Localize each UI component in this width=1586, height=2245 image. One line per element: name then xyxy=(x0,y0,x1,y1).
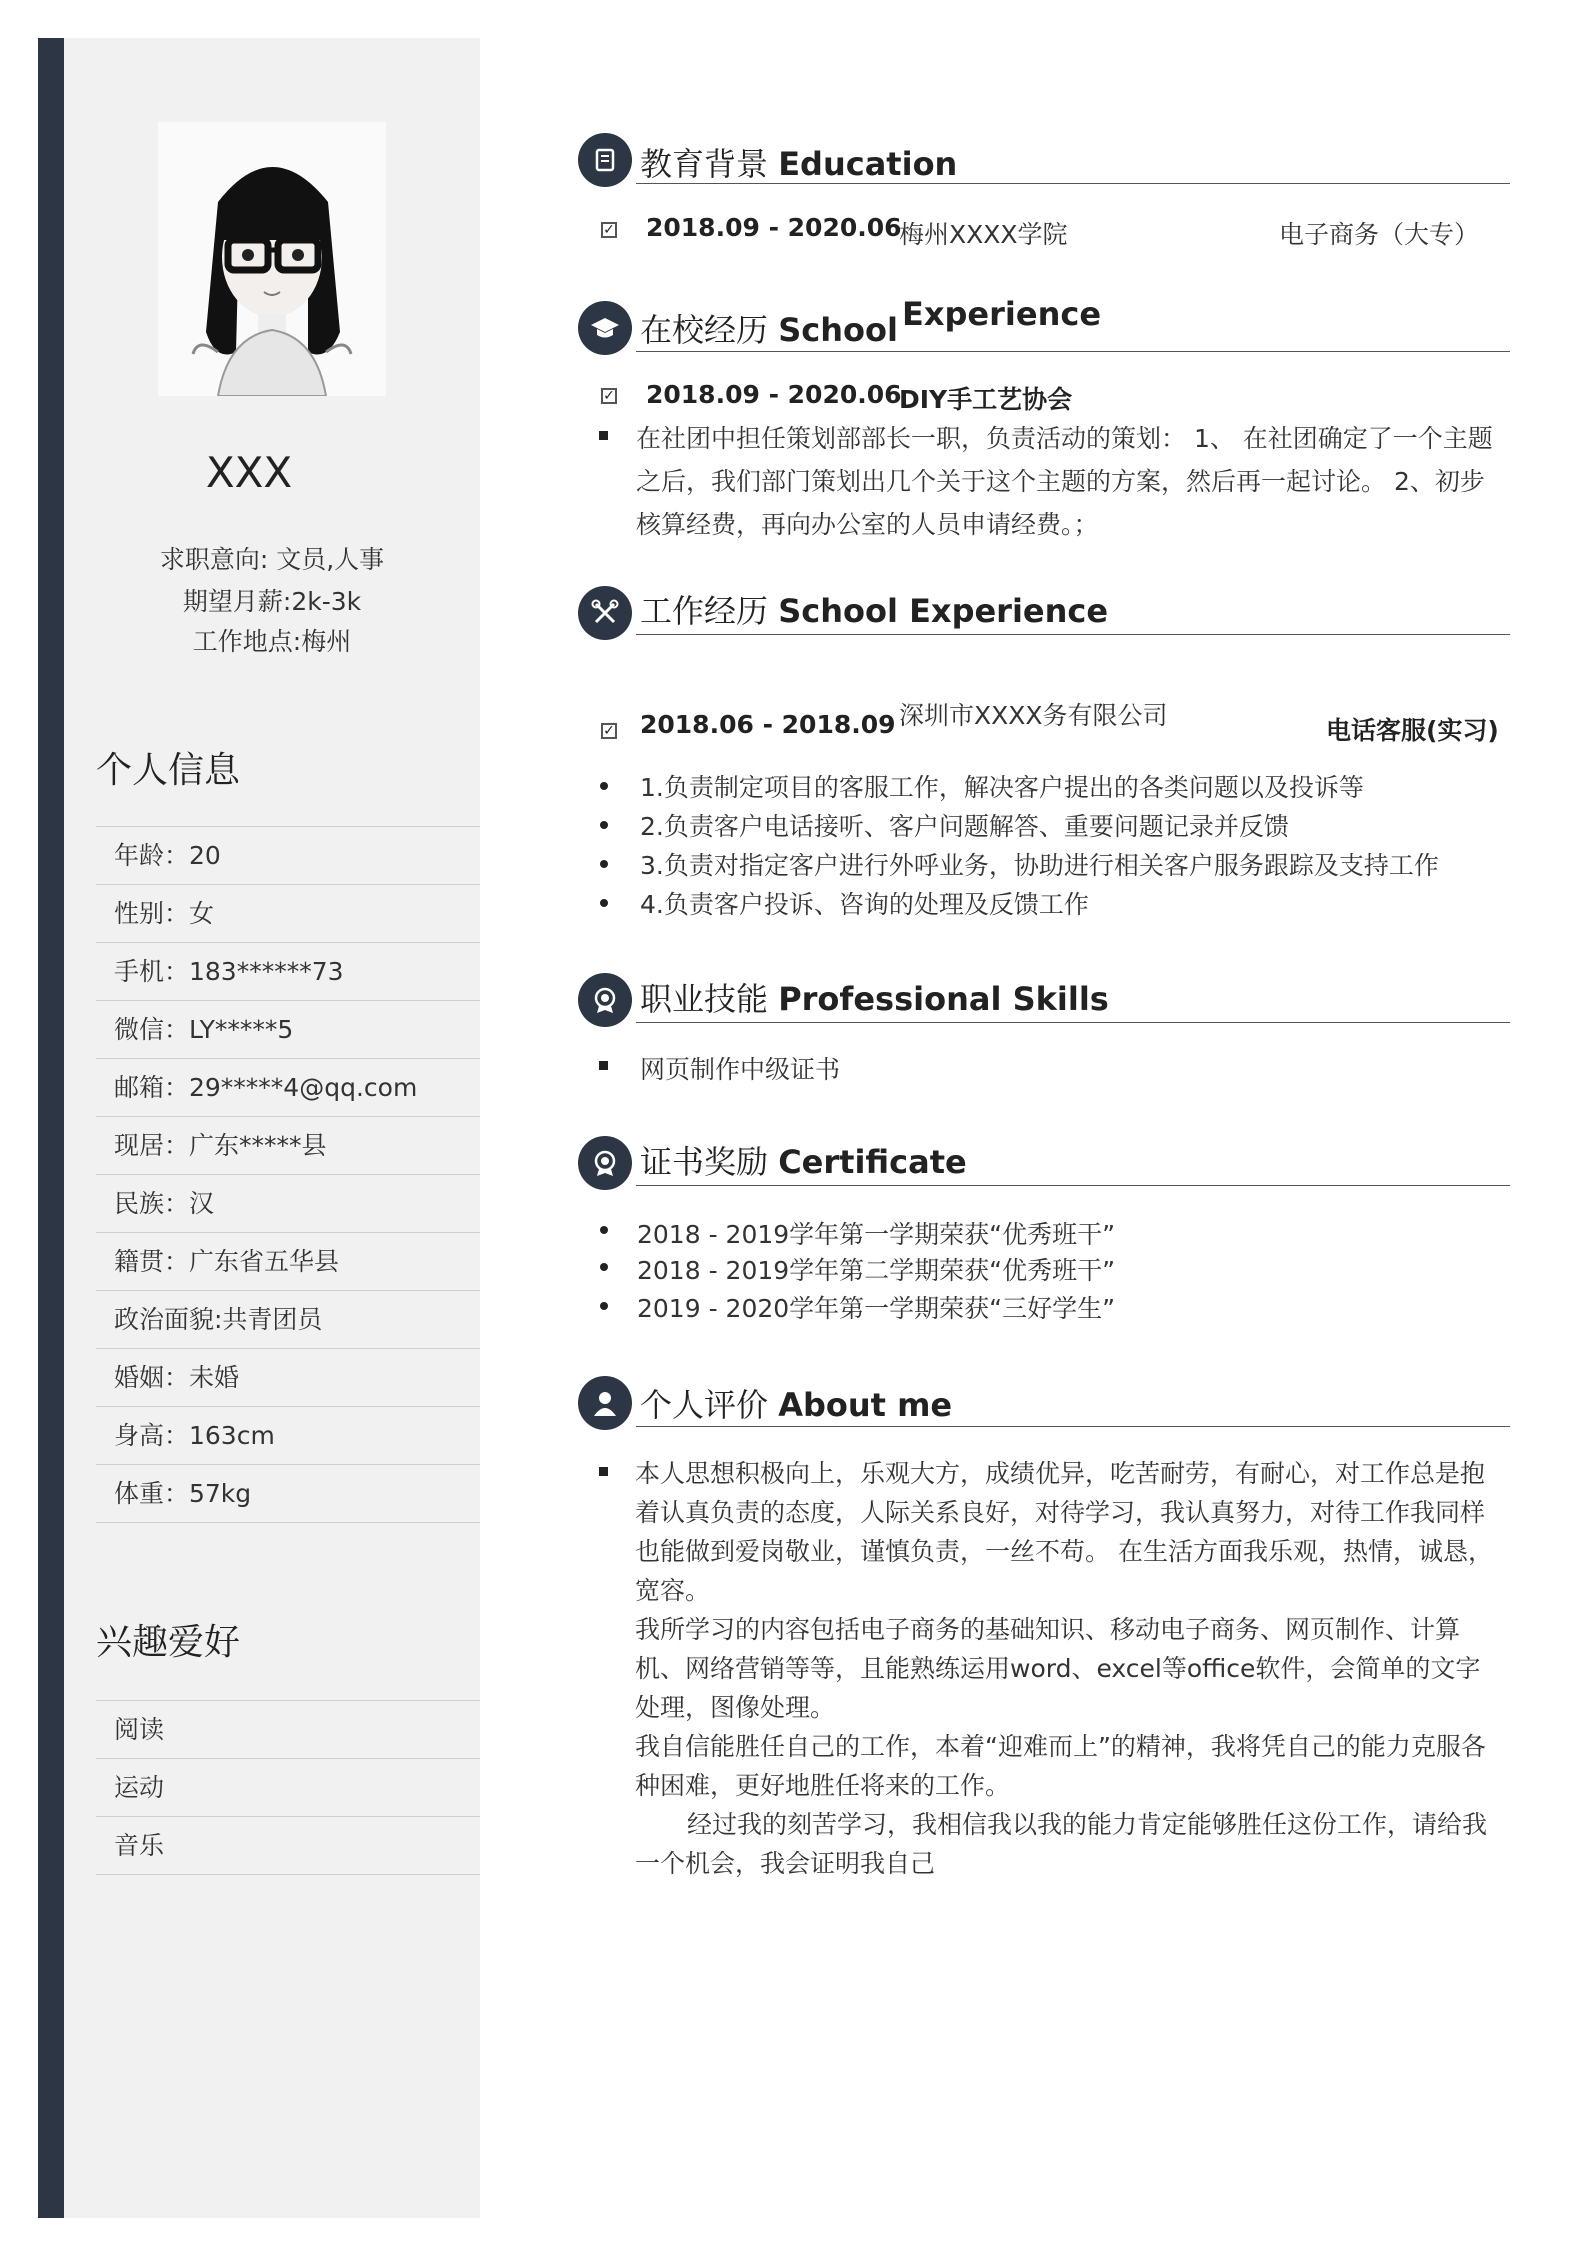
expected-salary: 期望月薪:2k-3k xyxy=(182,587,362,616)
certificate-item: 2019 - 2020学年第一学期荣获“三好学生” xyxy=(637,1294,1116,1323)
section-title: 证书奖励 Certificate xyxy=(640,1143,967,1181)
work-exp-company: 深圳市XXXX务有限公司 xyxy=(899,701,1168,730)
work-exp-role: 电话客服(实习) xyxy=(1326,716,1499,745)
bullet xyxy=(600,821,608,829)
section-divider xyxy=(636,1426,1510,1427)
hobby-item: 运动 xyxy=(96,1758,480,1816)
work-exp-header xyxy=(574,580,1510,640)
school-exp-date: 2018.09 - 2020.06 xyxy=(646,380,902,409)
profile-photo xyxy=(158,122,386,396)
section-title: 个人评价 About me xyxy=(640,1386,953,1424)
about-header xyxy=(574,1374,1510,1434)
award-icon xyxy=(578,1136,632,1190)
section-title: 职业技能 Professional Skills xyxy=(640,980,1109,1018)
section-title: 在校经历 School xyxy=(640,311,898,349)
tools-icon xyxy=(578,586,632,640)
about-paragraph: 我自信能胜任自己的工作，本着“迎难而上”的精神，我将凭自己的能力克服各种困难，更好地胜任将来的工作。 xyxy=(635,1732,1486,1800)
bullet xyxy=(600,1263,608,1271)
info-item: 性别：女 xyxy=(96,884,480,942)
section-title: 工作经历 School Experience xyxy=(640,592,1109,630)
checkbox-icon: ✓ xyxy=(601,388,617,404)
duty-item: 1.负责制定项目的客服工作，解决客户提出的各类问题以及投诉等 xyxy=(640,773,1364,802)
hobbies-title: 兴趣爱好 xyxy=(96,1622,241,1663)
about-paragraph: 本人思想积极向上，乐观大方，成绩优异，吃苦耐劳，有耐心，对工作总是抱着认真负责的态度，人际关系良好，对待学习，我认真努力，对待工作我同样也能做到爱岗敬业，谨慎负责，一丝不苟。 在生活方面我乐观，热情，诚恳，宽容。 xyxy=(635,1459,1493,1605)
section-divider xyxy=(636,1022,1510,1023)
job-intent: 求职意向: 文员,人事 xyxy=(159,545,385,574)
book-icon xyxy=(578,133,632,187)
graduation-cap-icon xyxy=(578,301,632,355)
section-title: 教育背景 Education xyxy=(640,145,958,183)
award-icon xyxy=(578,973,632,1027)
about-paragraph: 经过我的刻苦学习，我相信我以我的能力肯定能够胜任这份工作，请给我一个机会，我会证明我自己 xyxy=(635,1810,1488,1878)
checkbox-icon: ✓ xyxy=(601,723,617,739)
education-major: 电子商务（大专） xyxy=(1279,220,1480,249)
bullet xyxy=(599,1467,608,1476)
skill-item: 网页制作中级证书 xyxy=(640,1055,841,1084)
personal-info-list xyxy=(96,826,480,1523)
duty-item: 3.负责对指定客户进行外呼业务，协助进行相关客户服务跟踪及支持工作 xyxy=(640,851,1439,880)
info-item: 婚姻：未婚 xyxy=(96,1348,480,1406)
section-divider xyxy=(636,183,1510,184)
about-paragraph: 我所学习的内容包括电子商务的基础知识、移动电子商务、网页制作、计算机、网络营销等等，且能熟练运用word、excel等office软件，会简单的文字处理，图像处理。 xyxy=(635,1615,1481,1722)
bullet xyxy=(600,899,608,907)
bullet xyxy=(600,1302,608,1310)
certificate-header xyxy=(574,1133,1510,1193)
education-date: 2018.09 - 2020.06 xyxy=(646,213,902,242)
section-title-suffix: Experience xyxy=(902,295,1102,333)
info-item: 体重：57kg xyxy=(96,1464,480,1523)
info-item: 邮箱：29*****4@qq.com xyxy=(96,1058,480,1116)
info-item: 年龄：20 xyxy=(96,826,480,884)
hobby-item: 音乐 xyxy=(96,1816,480,1875)
info-item: 身高：163cm xyxy=(96,1406,480,1464)
certificate-item: 2018 - 2019学年第二学期荣获“优秀班干” xyxy=(637,1256,1116,1285)
left-accent-bar xyxy=(38,38,64,2218)
school-exp-desc: 在社团中担任策划部部长一职，负责活动的策划： 1、 在社团确定了一个主题之后，我们部门策划出几个关于这个主题的方案，然后再一起讨论。 2、初步核算经费，再向办公室的人员申请经费。； xyxy=(636,424,1493,539)
section-divider xyxy=(636,1185,1510,1186)
info-item: 政治面貌:共青团员 xyxy=(96,1290,480,1348)
info-item: 微信：LY*****5 xyxy=(96,1000,480,1058)
work-exp-date: 2018.06 - 2018.09 xyxy=(640,710,896,739)
hobbies-list xyxy=(96,1700,480,1875)
section-divider xyxy=(636,351,1510,352)
education-school: 梅州XXXX学院 xyxy=(899,220,1068,249)
info-item: 籍贯：广东省五华县 xyxy=(96,1232,480,1290)
candidate-name: XXX xyxy=(205,448,293,497)
hobby-item: 阅读 xyxy=(96,1700,480,1758)
personal-info-title: 个人信息 xyxy=(96,750,241,791)
person-icon xyxy=(578,1376,632,1430)
bullet xyxy=(600,1226,608,1234)
checkbox-icon: ✓ xyxy=(601,222,617,238)
bullet xyxy=(599,1061,608,1070)
section-divider xyxy=(636,634,1510,635)
duty-item: 4.负责客户投诉、咨询的处理及反馈工作 xyxy=(640,890,1089,919)
skills-header xyxy=(574,970,1510,1030)
education-header xyxy=(574,133,1510,193)
bullet xyxy=(600,782,608,790)
work-location: 工作地点:梅州 xyxy=(192,627,352,656)
info-item: 现居：广东*****县 xyxy=(96,1116,480,1174)
school-exp-org: DIY手工艺协会 xyxy=(899,385,1073,414)
info-item: 手机：183******73 xyxy=(96,942,480,1000)
bullet xyxy=(599,431,608,440)
school-exp-header xyxy=(574,297,1510,357)
certificate-item: 2018 - 2019学年第一学期荣获“优秀班干” xyxy=(637,1220,1116,1249)
bullet xyxy=(600,860,608,868)
duty-item: 2.负责客户电话接听、客户问题解答、重要问题记录并反馈 xyxy=(640,812,1289,841)
info-item: 民族：汉 xyxy=(96,1174,480,1232)
